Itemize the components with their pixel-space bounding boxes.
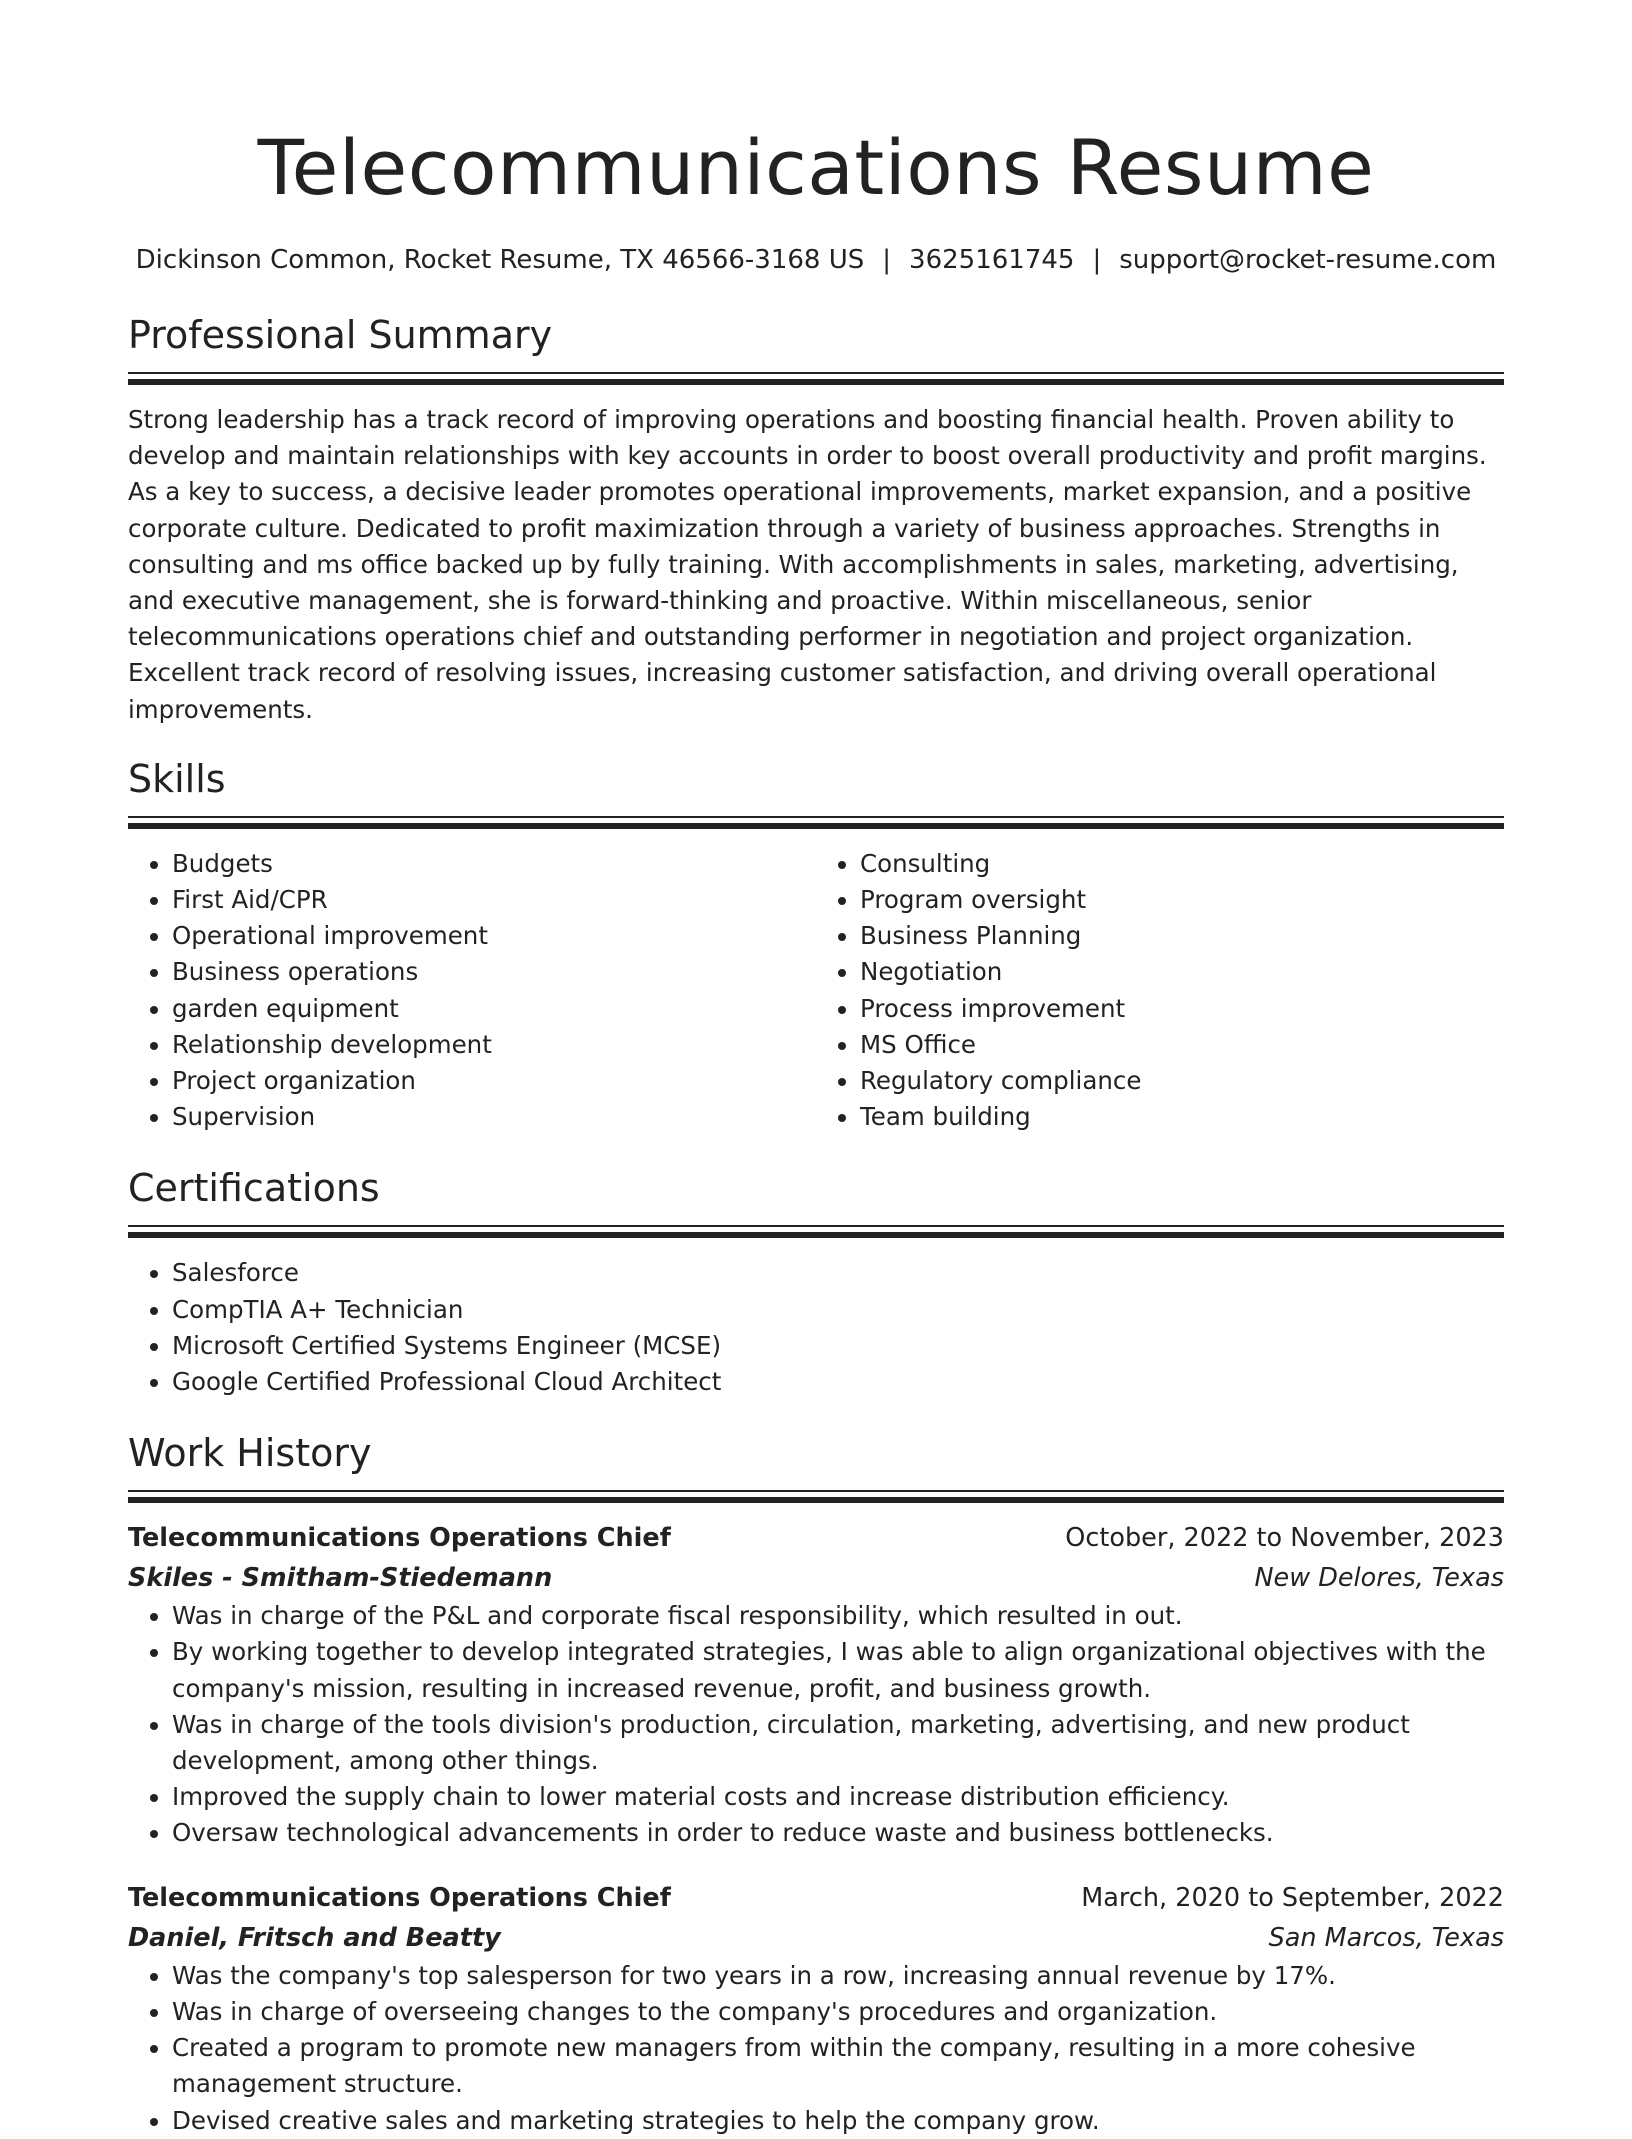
skill-item: • Regulatory compliance	[860, 1063, 1504, 1099]
contact-phone: 3625161745	[909, 245, 1075, 275]
job-bullets	[128, 1598, 1504, 1851]
job-company: Skiles - Smitham-Stiedemann	[128, 1563, 553, 1594]
contact-separator: |	[1092, 245, 1102, 275]
job-header-row	[128, 1518, 1504, 1558]
job-entry	[128, 1878, 1504, 2139]
skills-column-right	[816, 846, 1504, 1136]
job-company-row	[128, 1558, 1504, 1598]
job-bullet: • Devised creative sales and marketing strategies to help the company grow.	[172, 2103, 1504, 2139]
work-history-section	[128, 1428, 1504, 2138]
job-title: Telecommunications Operations Chief	[128, 1523, 671, 1554]
skill-item: • Negotiation	[860, 954, 1504, 990]
job-location: New Delores, Texas	[1254, 1563, 1504, 1594]
certification-item: • CompTIA A+ Technician	[172, 1292, 1504, 1328]
job-bullet: • Was in charge of the tools division's production, circulation, marketing, advertising, and new product development, among other things.	[172, 1707, 1504, 1779]
skill-item: • Process improvement	[860, 991, 1504, 1027]
skill-item: • Operational improvement	[172, 918, 816, 954]
skills-list-right	[816, 846, 1504, 1136]
certification-item: • Microsoft Certified Systems Engineer (MCSE)	[172, 1328, 1504, 1364]
job-location: San Marcos, Texas	[1268, 1922, 1504, 1953]
skills-columns	[128, 846, 1504, 1136]
certification-item: • Google Certified Professional Cloud Architect	[172, 1364, 1504, 1400]
contact-line	[128, 242, 1504, 278]
skills-section	[128, 754, 1504, 1136]
section-divider	[128, 816, 1504, 830]
skill-item: • Consulting	[860, 846, 1504, 882]
job-bullet: • Oversaw technological advancements in order to reduce waste and business bottlenecks.	[172, 1815, 1504, 1851]
certification-item: • Salesforce	[172, 1255, 1504, 1291]
contact-separator: |	[882, 245, 892, 275]
job-bullet: • Created a program to promote new managers from within the company, resulting in a more cohesive management structure.	[172, 2030, 1504, 2102]
skills-heading: Skills	[128, 756, 226, 801]
skill-item: • First Aid/CPR	[172, 882, 816, 918]
job-entry	[128, 1518, 1504, 1851]
skill-item: • Program oversight	[860, 882, 1504, 918]
certifications-list	[128, 1255, 1504, 1400]
skills-column-left	[128, 846, 816, 1136]
skill-item: • Relationship development	[172, 1027, 816, 1063]
skill-item: • Business Planning	[860, 918, 1504, 954]
job-bullet: • Improved the supply chain to lower material costs and increase distribution efficiency.	[172, 1779, 1504, 1815]
skill-item: • MS Office	[860, 1027, 1504, 1063]
skill-item: • Project organization	[172, 1063, 816, 1099]
job-company-row	[128, 1918, 1504, 1958]
skill-item: • Business operations	[172, 954, 816, 990]
job-bullet: • Was the company's top salesperson for two years in a row, increasing annual revenue by 17%.	[172, 1958, 1504, 1994]
section-divider	[128, 372, 1504, 386]
section-divider	[128, 1225, 1504, 1239]
contact-email[interactable]: support@rocket-resume.com	[1119, 245, 1497, 275]
summary-heading: Professional Summary	[128, 313, 553, 357]
certifications-heading: Certifications	[128, 1166, 380, 1211]
skill-item: • garden equipment	[172, 991, 816, 1027]
job-dates: March, 2020 to September, 2022	[1081, 1882, 1504, 1913]
job-bullet: • Was in charge of the P&L and corporate fiscal responsibility, which resulted in out.	[172, 1598, 1504, 1634]
job-dates: October, 2022 to November, 2023	[1065, 1523, 1504, 1554]
skill-item: • Budgets	[172, 846, 816, 882]
skill-item: • Team building	[860, 1099, 1504, 1135]
section-divider	[128, 1490, 1504, 1504]
job-bullet: • Was in charge of overseeing changes to the company's procedures and organization.	[172, 1994, 1504, 2030]
skill-item: • Supervision	[172, 1099, 816, 1135]
work-history-heading: Work History	[128, 1431, 372, 1476]
resume-title: Telecommunications Resume	[257, 123, 1375, 212]
job-bullet: • By working together to develop integrated strategies, I was able to align organizational objectives with the company's mission, resulting in increased revenue, profit, and business growth.	[172, 1634, 1504, 1706]
job-company: Daniel, Fritsch and Beatty	[128, 1922, 501, 1953]
job-header-row	[128, 1878, 1504, 1918]
summary-text: Strong leadership has a track record of improving operations and boosting financial health. Proven ability to develop and maintain relationships with key accounts in order to boost overall productivity and profit margins. As a key to success, a decisive leader promotes operational improvements, market expansion, and a positive corporate culture. Dedicated to profit maximization through a variety of business approaches. Strengths in consulting and ms office backed up by fully training. With accomplishments in sales, marketing, advertising, and executive management, she is forward-thinking and proactive. Within miscellaneous, senior telecommunications operations chief and outstanding performer in negotiation and project organization. Excellent track record of resolving issues, increasing customer satisfaction, and driving overall operational improvements.	[128, 405, 1487, 724]
contact-address: Dickinson Common, Rocket Resume, TX 46566-3168 US	[135, 245, 865, 275]
job-title: Telecommunications Operations Chief	[128, 1882, 671, 1913]
skills-list-left	[128, 846, 816, 1136]
summary-section	[128, 310, 1504, 728]
certifications-section	[128, 1163, 1504, 1400]
